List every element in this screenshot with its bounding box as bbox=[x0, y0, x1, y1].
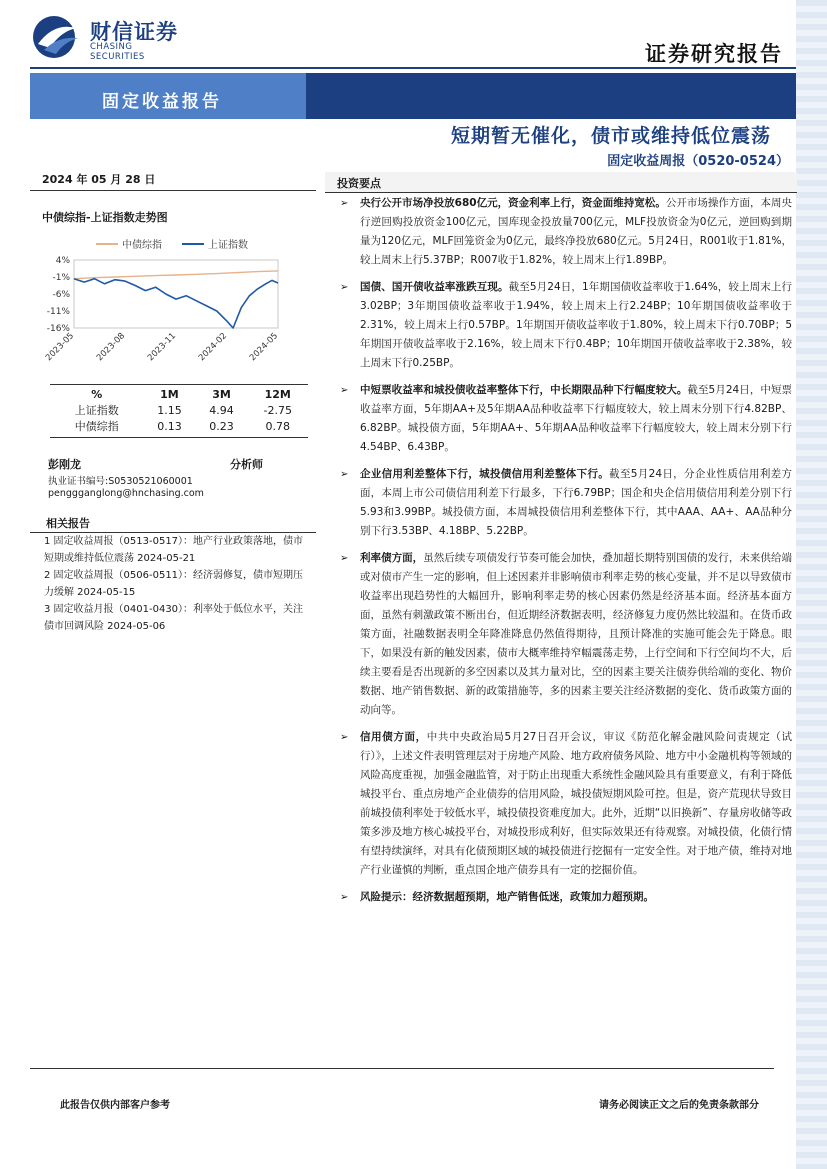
company-logo bbox=[30, 14, 190, 60]
table-header-cell: 1M bbox=[160, 387, 179, 401]
y-tick-label: -1% bbox=[52, 273, 70, 283]
plot-frame bbox=[74, 260, 278, 328]
key-point-text: 截至5月24日，中短票收益率方面，5年期AA+及5年期AA品种收益率下行幅度较大，较上周末分别下行4.82BP、6.82BP。城投债方面，5年期AA+、5年期AA品种收益率下行幅度较大，较上周末分别下行4.54BP、6.43BP。 bbox=[360, 384, 792, 453]
performance-table bbox=[50, 386, 308, 434]
chart-title: 中债综指-上证指数走势图 bbox=[42, 211, 168, 224]
key-point-lead: 利率债方面， bbox=[360, 552, 424, 564]
footer-disclaimer: 请务必阅读正文之后的免责条款部分 bbox=[599, 1100, 759, 1111]
x-tick-label: 2023-05 bbox=[43, 331, 77, 364]
table-cell: 上证指数 bbox=[74, 404, 119, 417]
x-tick-label: 2024-02 bbox=[196, 331, 230, 364]
y-tick-label: 4% bbox=[55, 256, 70, 266]
header-divider bbox=[30, 67, 796, 69]
x-tick-label: 2023-11 bbox=[145, 331, 179, 364]
arrow-bullet-icon: ➢ bbox=[340, 385, 349, 396]
table-row bbox=[50, 402, 308, 418]
report-date: 2024 年 05 月 28 日 bbox=[42, 173, 156, 186]
category-label: 固定收益报告 bbox=[102, 92, 222, 112]
trend-chart-svg bbox=[30, 230, 316, 382]
related-reports-title: 相关报告 bbox=[46, 517, 90, 530]
table-cell: -2.75 bbox=[263, 403, 292, 417]
key-point-text: 截至5月24日，1年期国债收益率收于1.64%，较上周末上行3.02BP；3年期国债收益率收于1.94%，较上周末上行2.24BP；10年期国债收益率收于2.31%，较上周末上行0.57BP。1年期国开债收益率收于1.80%，较上周末下行0.70BP；5年期国开债收益率收于2.16%，较上周末下行0.4BP；10年期国开债收益率收于2.38%，较上周末下行0.25BP。 bbox=[360, 281, 793, 369]
series-line-0 bbox=[74, 271, 278, 279]
report-subtitle: 固定收益周报（0520-0524） bbox=[607, 154, 789, 169]
key-points-list bbox=[340, 194, 792, 915]
report-type: 证券研究报告 bbox=[645, 42, 783, 66]
arrow-bullet-icon: ➢ bbox=[340, 732, 349, 743]
logo-mark-icon bbox=[30, 14, 82, 60]
table-cell: 0.13 bbox=[157, 419, 182, 433]
key-point-item bbox=[340, 381, 792, 457]
key-point-item bbox=[340, 194, 792, 270]
category-banner bbox=[30, 73, 796, 119]
key-points-header bbox=[325, 172, 797, 193]
arrow-bullet-icon: ➢ bbox=[340, 553, 349, 564]
table-header-cell: 3M bbox=[212, 387, 231, 401]
trend-chart bbox=[30, 230, 316, 382]
table-cell: 0.78 bbox=[265, 419, 290, 433]
key-point-text: 虽然后续专项债发行节奏可能会加快，叠加超长期特别国债的发行，未来供给端或对债市产生一定的影响，但上述因素并非影响债市利率走势的核心变量，并不足以导致债市收益率出现趋势性的大幅回升，影响利率走势的核心因素仍然是经济基本面。经济基本面方面，虽然有刺激政策不断出台，但近期经济数据表明，经济修复力度仍然比较温和。在货币政策方面，社融数据表明全年降准降息仍然值得期待，且预计降准的实施可能会先于降息。眼下，如果没有新的触发因素，债市大概率维持窄幅震荡走势，上行空间和下行空间均不大，后续主要看是否出现新的多空因素以及其力量对比，空的因素主要关注债券供给端的变化、物价数据、地产销售数据、新的政策措施等，多的因素主要关注经济数据的变化、货币政策方面的动向等。 bbox=[360, 552, 793, 716]
table-cell: 中债综指 bbox=[74, 420, 119, 433]
table-cell: 0.23 bbox=[209, 419, 234, 433]
key-point-lead: 信用债方面， bbox=[360, 731, 427, 743]
analyst-name: 彭刚龙 bbox=[48, 458, 81, 471]
table-row bbox=[50, 418, 308, 434]
key-point-item bbox=[340, 728, 792, 880]
x-tick-label: 2023-08 bbox=[94, 331, 128, 364]
logo-name-cn: 财信证券 bbox=[90, 20, 178, 44]
legend-label: 上证指数 bbox=[208, 240, 248, 251]
key-point-lead: 央行公开市场净投放680亿元，资金利率上行，资金面维持宽松。 bbox=[360, 197, 666, 209]
table-cell: 4.94 bbox=[209, 403, 234, 417]
key-point-lead: 风险提示：经济数据超预期，地产销售低迷，政策加力超预期。 bbox=[360, 891, 654, 903]
key-point-lead: 中短票收益率和城投债收益率整体下行，中长期限品种下行幅度较大。 bbox=[360, 384, 688, 396]
footer-notice: 此报告仅供内部客户参考 bbox=[60, 1100, 170, 1111]
x-tick-label: 2024-05 bbox=[247, 331, 281, 364]
stats-top-rule bbox=[50, 384, 308, 385]
list-item[interactable]: 3 固定收益月报（0401-0430）：利率处于低位水平，关注债市回调风险 2024-05-06 bbox=[44, 604, 304, 632]
legend-label: 中债综指 bbox=[122, 240, 162, 251]
related-reports-list bbox=[44, 533, 306, 635]
list-item[interactable]: 2 固定收益周报（0506-0511）：经济弱修复，债市短期压力缓解 2024-05-15 bbox=[44, 570, 304, 598]
key-points-title: 投资要点 bbox=[337, 177, 381, 190]
analyst-email[interactable]: penggganglong@hnchasing.com bbox=[48, 488, 204, 499]
logo-name-en: CHASING SECURITIES bbox=[90, 42, 145, 62]
key-point-item bbox=[340, 465, 792, 541]
y-tick-label: -16% bbox=[46, 324, 70, 334]
y-tick-label: -6% bbox=[52, 290, 70, 300]
table-header-cell: 12M bbox=[264, 387, 291, 401]
key-point-text: 公开市场操作方面，本周央行逆回购投放资金100亿元，国库现金投放量700亿元，MLF投放资金为0亿元，逆回购到期量为120亿元，MLF回笼资金为0亿元，最终净投放680亿元。5月24日，R001收于1.81%，较上周末上行5.37BP；R007收于1.82%，较上周末上行1.89BP。 bbox=[360, 197, 793, 266]
arrow-bullet-icon: ➢ bbox=[340, 469, 349, 480]
analyst-role: 分析师 bbox=[230, 458, 263, 471]
key-point-lead: 国债、国开债收益率涨跌互现。 bbox=[360, 281, 509, 293]
key-point-item bbox=[340, 549, 792, 720]
table-cell: 1.15 bbox=[157, 403, 182, 417]
analyst-cert: 执业证书编号:S0530521060001 bbox=[48, 476, 193, 487]
key-point-item bbox=[340, 278, 792, 373]
arrow-bullet-icon: ➢ bbox=[340, 198, 349, 209]
series-line-1 bbox=[74, 279, 278, 328]
key-point-text: 中共中央政治局5月27日召开会议，审议《防范化解金融风险问责规定（试行）》，上述文件表明管理层对于房地产风险、地方政府债务风险、地方中小金融机构等领域的风险高度重视，加强金融监管，对于防止出现重大系统性金融风险具有重要意义，有利于降低城投平台、重点房地产企业债券的信用风险，城投债短期风险可控。但是，资产荒现状导致目前城投债利率处于较低水平，城投债投资难度加大。此外，近期“以旧换新”、存量房收储等政策多涉及地方核心城投平台，对城投形成利好，但实际效果还有待观察。对城投债，化债行情有望持续演绎，对具有化债预期区域的城投债进行挖掘有一定安全性。对于地产债，维持对地产行业谨慎的判断，重点国企地产债券具有一定的挖掘价值。 bbox=[360, 731, 792, 876]
report-title: 短期暂无催化，债市或维持低位震荡 bbox=[450, 125, 771, 147]
footer-divider bbox=[30, 1068, 774, 1069]
arrow-bullet-icon: ➢ bbox=[340, 282, 349, 293]
date-divider bbox=[30, 190, 316, 191]
decorative-side-strip bbox=[796, 0, 827, 1169]
table-header-cell: % bbox=[91, 387, 103, 401]
key-point-text: 截至5月24日，分企业性质信用利差方面，本周上市公司债信用利差下行最多，下行6.79BP；国企和央企信用债信用利差分别下行5.93和3.99BP。城投债方面，本周城投债信用利差整体下行，其中AAA、AA+、AA品种分别下行3.53BP、4.18BP、5.22BP。 bbox=[360, 468, 792, 537]
table-header-row bbox=[50, 386, 308, 402]
key-point-lead: 企业信用利差整体下行，城投债信用利差整体下行。 bbox=[360, 468, 610, 480]
key-point-item bbox=[340, 888, 792, 907]
arrow-bullet-icon: ➢ bbox=[340, 892, 349, 903]
y-tick-label: -11% bbox=[46, 307, 70, 317]
list-item[interactable]: 1 固定收益周报（0513-0517）：地产行业政策落地，债市短期或维持低位震荡 2024-05-21 bbox=[44, 536, 304, 564]
stats-bottom-rule bbox=[50, 437, 308, 438]
